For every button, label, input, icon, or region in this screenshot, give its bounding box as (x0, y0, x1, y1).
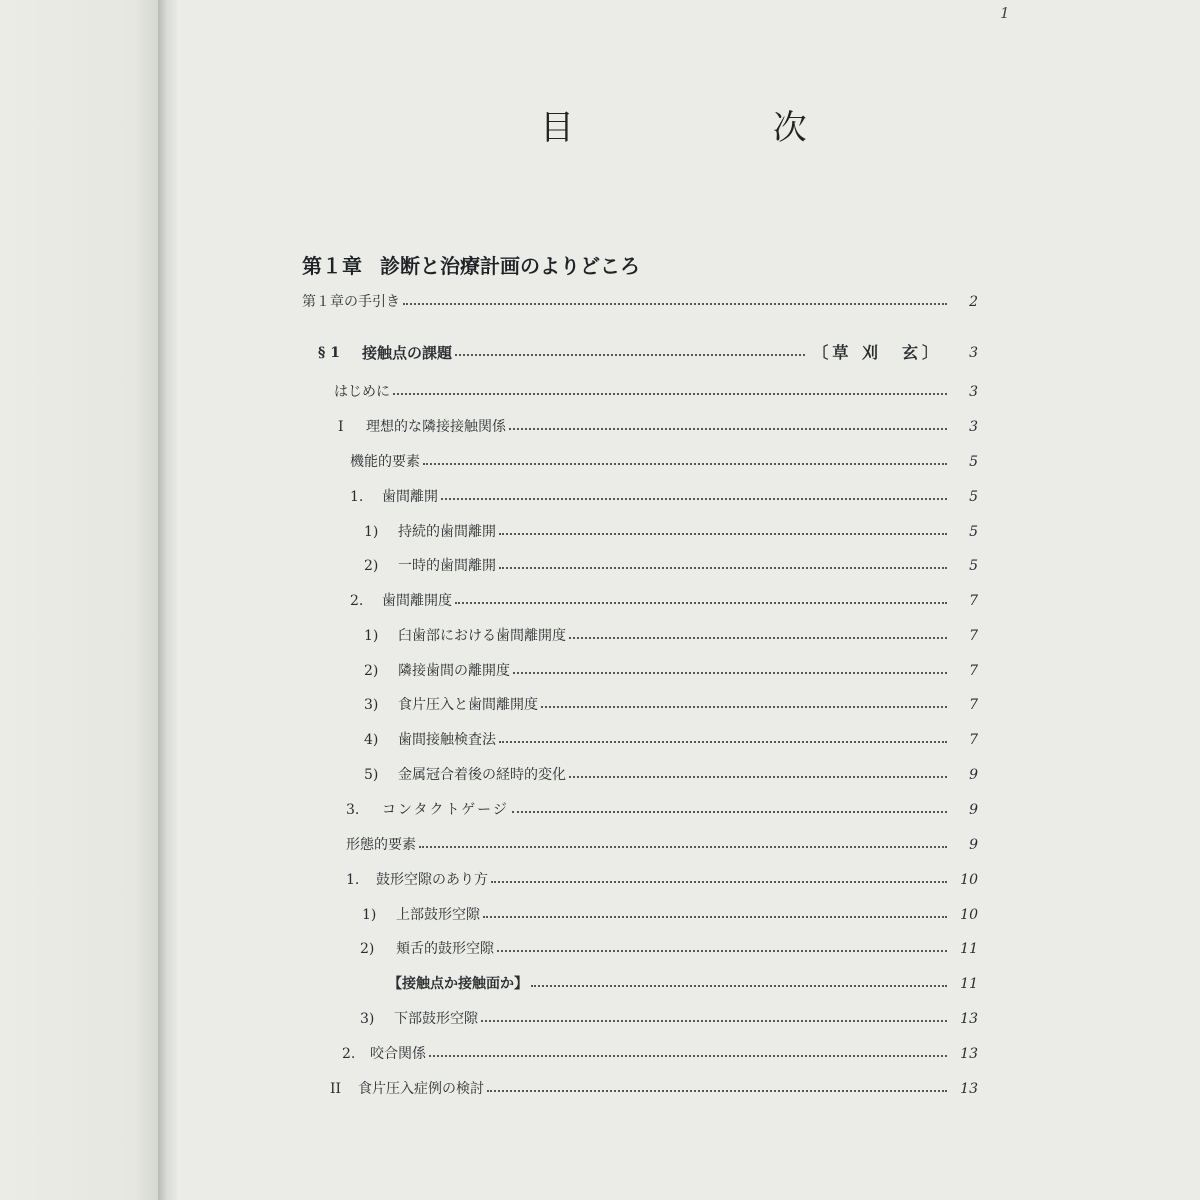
toc-entry-label: 食片圧入症例の検討 (358, 1081, 484, 1097)
toc-entry (342, 1041, 978, 1067)
toc-entry-label: 一時的歯間離開 (398, 558, 496, 574)
toc-entry-page: 11 (960, 941, 978, 957)
toc-entry-page: 5 (969, 524, 978, 540)
toc-entry (330, 1076, 978, 1102)
toc-entry-page: 7 (969, 593, 978, 609)
toc-entry-number: 3) (360, 1011, 375, 1027)
toc-entry-page: 3 (969, 384, 978, 400)
dot-leader (429, 1055, 947, 1057)
toc-entry (364, 692, 978, 718)
toc-entry-label: 機能的要素 (350, 454, 420, 470)
toc-entry-label: 鼓形空隙のあり方 (376, 872, 488, 888)
toc-entry (388, 971, 978, 997)
toc-entry-label: 第１章の手引き (302, 294, 400, 310)
toc-entry-page: 5 (969, 454, 978, 470)
toc-entry (362, 902, 978, 928)
toc-entry-page: 3 (969, 345, 978, 361)
toc-entry-label: 食片圧入と歯間離開度 (398, 697, 538, 713)
chapter-heading (302, 250, 640, 279)
toc-entry (338, 414, 978, 440)
toc-entry-number: 2) (360, 941, 375, 957)
toc-entry-number: 3) (364, 697, 379, 713)
toc-entry-page: 3 (969, 419, 978, 435)
toc-entry-page: 5 (969, 489, 978, 505)
toc-entry-page: 9 (969, 767, 978, 783)
toc-entry-page: 13 (960, 1081, 978, 1097)
dot-leader (569, 637, 947, 639)
toc-entry-label: 頬舌的鼓形空隙 (396, 941, 494, 957)
dot-leader (393, 393, 947, 395)
dot-leader (499, 567, 947, 569)
toc-section-entry (318, 340, 978, 366)
toc-entry (364, 553, 978, 579)
toc-entry (360, 1006, 978, 1032)
toc-entry (302, 289, 978, 315)
toc-entry-number: § 1 (318, 345, 340, 361)
toc-entry-page: 9 (969, 802, 978, 818)
toc-entry-number: 5) (364, 767, 379, 783)
dot-leader (419, 846, 947, 848)
toc-entry-label: 【接触点か接触面か】 (388, 976, 528, 992)
toc-entry (364, 623, 978, 649)
dot-leader (531, 985, 947, 987)
dot-leader (423, 463, 947, 465)
book-gutter (158, 0, 180, 1200)
dot-leader (512, 811, 947, 813)
dot-leader (509, 428, 947, 430)
toc-entry-label: 臼歯部における歯間離開度 (398, 628, 566, 644)
toc-entry (364, 658, 978, 684)
toc-entry-number: 2) (364, 663, 379, 679)
toc-entry-page: 7 (969, 663, 978, 679)
toc-entry (364, 727, 978, 753)
toc-entry-label: 歯間離開 (382, 489, 438, 505)
toc-entry (346, 832, 978, 858)
toc-entry-label: 持続的歯間離開 (398, 524, 496, 540)
toc-entry (350, 588, 978, 614)
toc-entry-number: 1) (364, 628, 379, 644)
toc-entry-label: 歯間接触検査法 (398, 732, 496, 748)
toc-entry (364, 519, 978, 545)
chapter-number: 第１章 (302, 254, 362, 278)
toc-entry-page: 13 (960, 1046, 978, 1062)
dot-leader (481, 1020, 947, 1022)
toc-entry-number: 1. (346, 872, 360, 888)
toc-entry-label: 形態的要素 (346, 837, 416, 853)
toc-entry-page: 9 (969, 837, 978, 853)
page-title: 目 次 (540, 108, 901, 148)
toc-entry (346, 867, 978, 893)
toc-entry-number: 1) (362, 907, 377, 923)
toc-entry-page: 7 (969, 697, 978, 713)
toc-entry-number: 2) (364, 558, 379, 574)
toc-entry-number: 1. (350, 489, 364, 505)
dot-leader (497, 950, 947, 952)
toc-entry-label: 金属冠合着後の経時的変化 (398, 767, 566, 783)
dot-leader (541, 706, 947, 708)
toc-entry-page: 7 (969, 732, 978, 748)
dot-leader (441, 498, 947, 500)
dot-leader (513, 672, 947, 674)
toc-entry-number: 2. (350, 593, 364, 609)
dot-leader (569, 776, 947, 778)
toc-entry (334, 379, 978, 405)
dot-leader (499, 533, 947, 535)
dot-leader (487, 1090, 947, 1092)
toc-entry-page: 11 (960, 976, 978, 992)
toc-entry (350, 449, 978, 475)
toc-entry-number: II (330, 1081, 342, 1097)
toc-entry-label: 接触点の課題 (362, 344, 453, 362)
toc-entry-label: 歯間離開度 (382, 593, 452, 609)
toc-entry-page: 10 (960, 872, 978, 888)
toc-entry-number: 3. (346, 802, 360, 818)
toc-entry-label: 理想的な隣接接触関係 (366, 419, 506, 435)
toc-entry-label: コンタクトゲージ (382, 802, 509, 818)
toc-entry (350, 484, 978, 510)
toc-entry-label: 咬合関係 (370, 1046, 426, 1062)
toc-entry-page: 13 (960, 1011, 978, 1027)
dot-leader (455, 354, 805, 356)
toc-entry-number: 4) (364, 732, 379, 748)
toc-entry-label: 上部鼓形空隙 (396, 907, 480, 923)
toc-entry-label: 下部鼓形空隙 (394, 1011, 478, 1027)
author-name: 〔草 刈 玄〕 (812, 343, 942, 362)
dot-leader (403, 303, 947, 305)
toc-entry (360, 936, 978, 962)
page-number: 1 (1000, 4, 1010, 22)
toc-entry-label: 隣接歯間の離開度 (398, 663, 510, 679)
toc-entry (364, 762, 978, 788)
toc-entry-number: 1) (364, 524, 379, 540)
dot-leader (491, 881, 947, 883)
dot-leader (455, 602, 947, 604)
left-page (0, 0, 158, 1200)
dot-leader (499, 741, 947, 743)
toc-entry-page: 5 (969, 558, 978, 574)
toc-entry-number: I (338, 419, 344, 435)
toc-entry-number: 2. (342, 1046, 356, 1062)
toc-entry-page: 7 (969, 628, 978, 644)
chapter-title: 診断と治療計画のよりどころ (380, 254, 640, 278)
toc-entry-page: 10 (960, 907, 978, 923)
toc-entry-page: 2 (969, 294, 978, 310)
toc-entry-label: はじめに (334, 384, 390, 400)
dot-leader (483, 916, 947, 918)
toc-entry (346, 797, 978, 823)
